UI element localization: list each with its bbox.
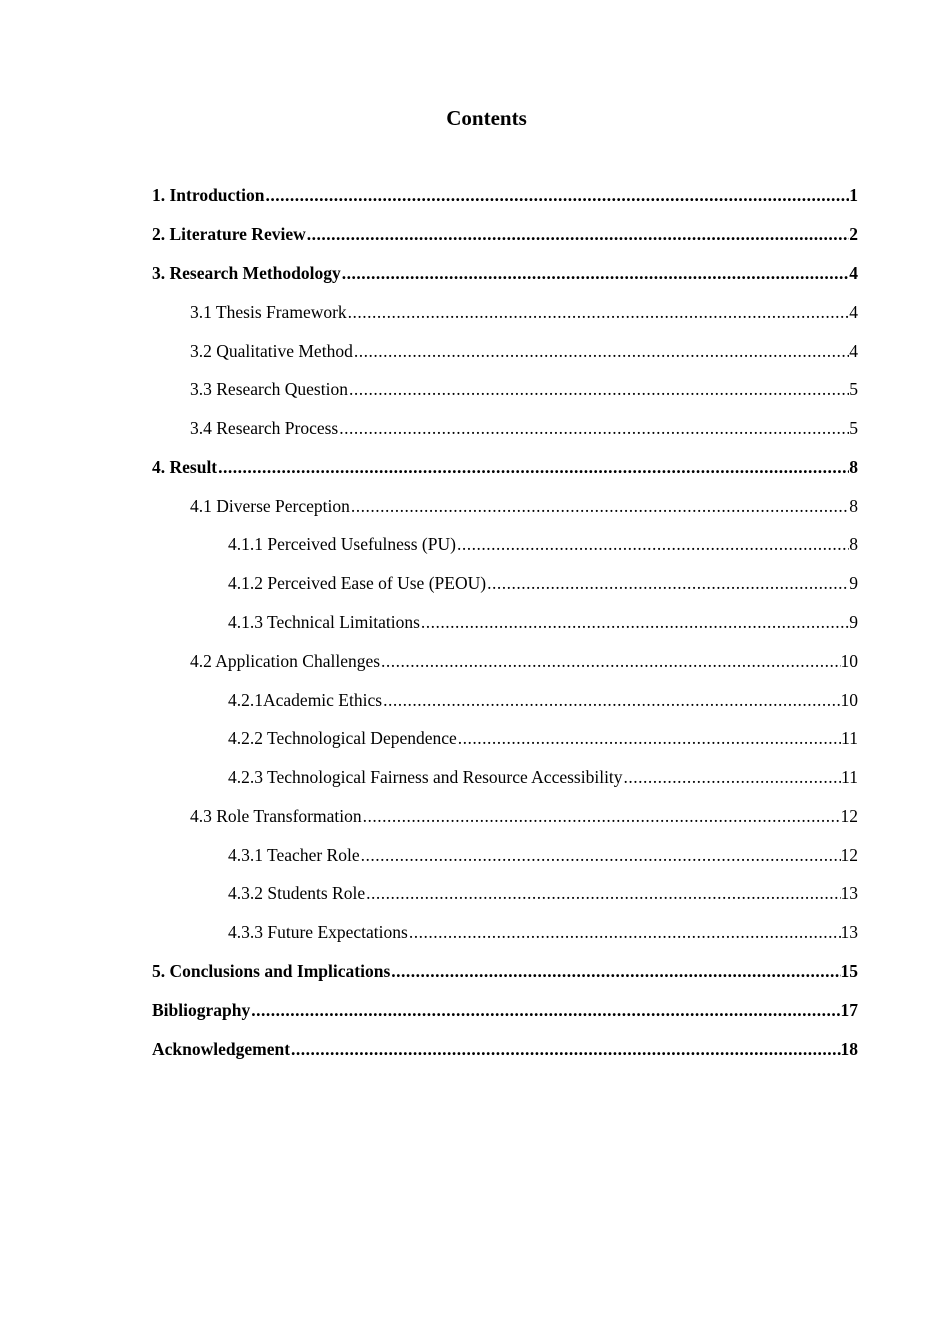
toc-page-number: 1 <box>849 185 858 205</box>
dot-leader <box>350 495 849 517</box>
toc-page-number: 13 <box>840 883 858 903</box>
toc-entry-label: 4. Result <box>152 457 218 477</box>
toc-entry-label: 1. Introduction <box>152 185 265 205</box>
toc-entry[interactable] <box>190 378 858 400</box>
toc-entry-label: 4.2.2 Technological Dependence <box>228 728 457 748</box>
toc-entry-label: 4.2.3 Technological Fairness and Resource Accessibility <box>228 767 623 787</box>
dot-leader <box>306 223 850 245</box>
dot-leader <box>420 611 849 633</box>
toc-entry-label: 3.4 Research Process <box>190 418 339 438</box>
toc-entry[interactable] <box>190 805 858 827</box>
toc-entry[interactable] <box>152 999 858 1021</box>
contents-title: Contents <box>446 106 527 130</box>
toc-page-number: 10 <box>840 651 858 671</box>
toc-entry-label: 4.3.3 Future Expectations <box>228 922 408 942</box>
dot-leader <box>264 184 849 206</box>
toc-page-number: 11 <box>841 767 858 787</box>
toc-entry-label: 4.1.2 Perceived Ease of Use (PEOU) <box>228 573 487 593</box>
dot-leader <box>382 689 840 711</box>
toc-entry[interactable] <box>152 223 858 245</box>
toc-entry-label: 4.3.1 Teacher Role <box>228 845 360 865</box>
toc-entry-label: 4.3 Role Transformation <box>190 806 362 826</box>
toc-entry-label: 3.1 Thesis Framework <box>190 302 347 322</box>
dot-leader <box>365 882 840 904</box>
dot-leader <box>348 378 849 400</box>
dot-leader <box>290 1038 840 1060</box>
toc-entry-label: 4.3.2 Students Role <box>228 883 366 903</box>
toc-entry[interactable] <box>152 960 858 982</box>
toc-page-number: 11 <box>841 728 858 748</box>
dot-leader <box>360 844 841 866</box>
toc-page-number: 5 <box>849 418 858 438</box>
dot-leader <box>362 805 841 827</box>
dot-leader <box>623 766 842 788</box>
toc-entry-label: 4.2 Application Challenges <box>190 651 381 671</box>
toc-page-number: 8 <box>849 496 858 516</box>
toc-entry-label: Acknowledgement <box>152 1039 291 1059</box>
toc-entry[interactable] <box>228 727 858 749</box>
toc-entry[interactable] <box>190 495 858 517</box>
toc-entry-label: 4.1.3 Technical Limitations <box>228 612 420 632</box>
toc-page-number: 13 <box>840 922 858 942</box>
toc-page-number: 8 <box>849 457 858 477</box>
toc-page-number: 4 <box>849 263 858 283</box>
dot-leader <box>456 533 849 555</box>
toc-entry[interactable] <box>228 572 858 594</box>
toc-entry[interactable] <box>190 301 858 323</box>
toc-page-number: 8 <box>849 534 858 554</box>
toc-page-number: 12 <box>840 845 858 865</box>
toc-page-number: 9 <box>849 573 858 593</box>
dot-leader <box>341 262 850 284</box>
dot-leader <box>250 999 840 1021</box>
toc-entry[interactable] <box>228 689 858 711</box>
toc-entry-label: 4.1 Diverse Perception <box>190 496 350 516</box>
toc-entry-label: 3.2 Qualitative Method <box>190 341 353 361</box>
toc-entry[interactable] <box>190 650 858 672</box>
toc-page-number: 4 <box>849 302 858 322</box>
toc-page-number: 9 <box>849 612 858 632</box>
toc-entry[interactable] <box>228 921 858 943</box>
toc-entry[interactable] <box>228 766 858 788</box>
toc-entry-label: 3. Research Methodology <box>152 263 341 283</box>
toc-entry[interactable] <box>228 844 858 866</box>
toc-entry[interactable] <box>152 456 858 478</box>
toc-entry-label: 2. Literature Review <box>152 224 306 244</box>
dot-leader <box>338 417 849 439</box>
toc-page-number: 12 <box>840 806 858 826</box>
toc-entry[interactable] <box>152 1038 858 1060</box>
dot-leader <box>217 456 849 478</box>
toc-page-number: 15 <box>840 961 858 981</box>
toc-page-number: 2 <box>849 224 858 244</box>
dot-leader <box>380 650 840 672</box>
toc-page-number: 18 <box>840 1039 858 1059</box>
toc-entry[interactable] <box>190 417 858 439</box>
toc-page-number: 5 <box>849 379 858 399</box>
toc-entry[interactable] <box>228 611 858 633</box>
dot-leader <box>486 572 849 594</box>
dot-leader <box>457 727 841 749</box>
toc-entry-label: 4.2.1Academic Ethics <box>228 690 383 710</box>
toc-entry[interactable] <box>228 533 858 555</box>
toc-entry-label: Bibliography <box>152 1000 251 1020</box>
toc-entry[interactable] <box>228 882 858 904</box>
toc-entry[interactable] <box>190 340 858 362</box>
toc-page-number: 17 <box>840 1000 858 1020</box>
dot-leader <box>353 340 849 362</box>
dot-leader <box>408 921 841 943</box>
toc-entry-label: 3.3 Research Question <box>190 379 348 399</box>
dot-leader <box>347 301 850 323</box>
toc-entry[interactable] <box>152 184 858 206</box>
toc-page-number: 10 <box>840 690 858 710</box>
toc-entry-label: 5. Conclusions and Implications <box>152 961 391 981</box>
dot-leader <box>390 960 840 982</box>
toc-entry-label: 4.1.1 Perceived Usefulness (PU) <box>228 534 456 554</box>
toc-page-number: 4 <box>849 341 858 361</box>
toc-entry[interactable] <box>152 262 858 284</box>
